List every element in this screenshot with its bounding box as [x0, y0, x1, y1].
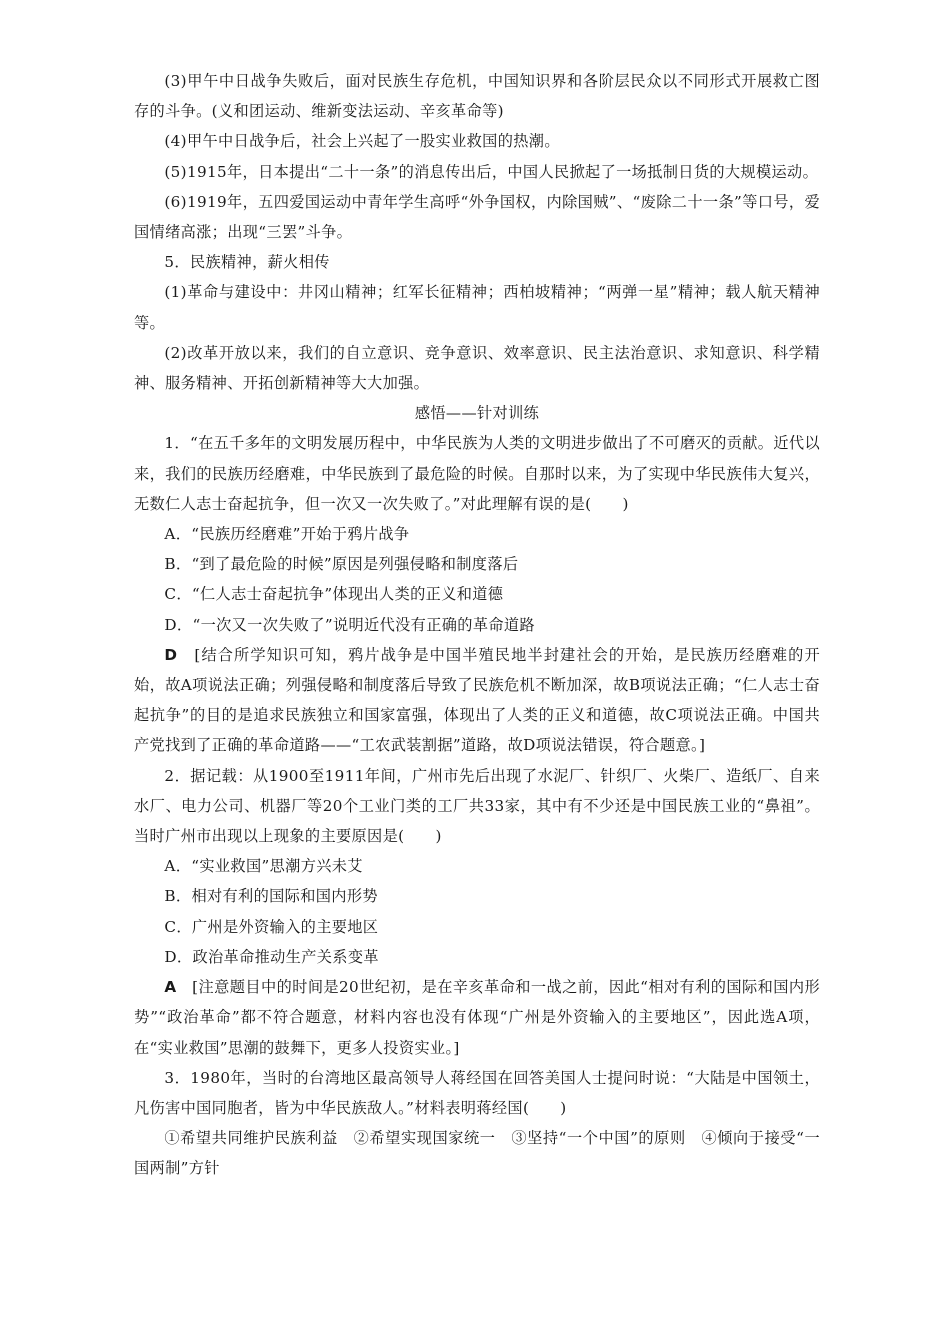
question-1-option-c: C．“仁人志士奋起抗争”体现出人类的正义和道德	[164, 585, 504, 604]
list-item: (5)1915年，日本提出“二十一条”的消息传出后，中国人民掀起了一场抵制日货的大规模运动。	[164, 162, 819, 181]
list-item: (2)改革开放以来，我们的自立意识、竞争意识、效率意识、民主法治意识、求知意识、科学精神、服务精神、开拓创新精神等大大加强。	[134, 343, 820, 393]
question-1-option-d: D．“一次又一次失败了”说明近代没有正确的革命道路	[164, 615, 535, 634]
section-title: 5．民族精神，薪火相传	[164, 253, 330, 272]
question-2-answer	[134, 972, 820, 1063]
answer-explanation: [结合所学知识可知，鸦片战争是中国半殖民地半封建社会的开始，是民族历经磨难的开始，故A项说法正确；列强侵略和制度落后导致了民族危机不断加深，故B项说法正确；“仁人志士奋起抗争”的目的是追求民族独立和国家富强，体现出了人类的正义和道德，故C项说法正确。中国共产党找到了正确的革命道路——“工农武装割据”道路，故D项说法错误，符合题意。]	[134, 645, 820, 755]
list-item: (4)甲午中日战争后，社会上兴起了一股实业救国的热潮。	[164, 132, 560, 151]
question-1-option-b: B．“到了最危险的时候”原因是列强侵略和制度落后	[164, 555, 519, 574]
answer-letter: A	[164, 978, 177, 997]
answer-letter: D	[164, 645, 178, 664]
question-3-choices: ①希望共同维护民族利益 ②希望实现国家统一 ③坚持“一个中国”的原则 ④倾向于接受“一国两制”方针	[134, 1129, 820, 1178]
question-2-option-a: A．“实业救国”思潮方兴未艾	[164, 857, 363, 876]
list-item: (3)甲午中日战争失败后，面对民族生存危机，中国知识界和各阶层民众以不同形式开展救亡图存的斗争。(义和团运动、维新变法运动、辛亥革命等)	[134, 72, 820, 121]
list-item: (6)1919年，五四爱国运动中青年学生高呼“外争国权，内除国贼”、“废除二十一条”等口号，爱国情绪高涨；出现“三罢”斗争。	[134, 192, 820, 242]
question-1-option-a: A．“民族历经磨难”开始于鸦片战争	[164, 525, 410, 544]
question-1-stem: 1．“在五千多年的文明发展历程中，中华民族为人类的文明进步做出了不可磨灭的贡献。近代以来，我们的民族历经磨难，中华民族到了最危险的时候。自那时以来，为了实现中华民族伟大复兴，无数仁人志士奋起抗争，但一次又一次失败了。”对此理解有误的是( )	[134, 434, 820, 513]
answer-explanation: [注意题目中的时间是20世纪初，是在辛亥革命和一战之前，因此“相对有利的国际和国内形势”“政治革命”都不符合题意，材料内容也没有体现“广州是外资输入的主要地区”，因此选A项，在“实业救国”思潮的鼓舞下，更多人投资实业。]	[134, 978, 820, 1057]
question-2-stem: 2．据记载：从1900至1911年间，广州市先后出现了水泥厂、针织厂、火柴厂、造纸厂、自来水厂、电力公司、机器厂等20个工业门类的工厂共33家，其中有不少还是中国民族工业的“鼻祖”。当时广州市出现以上现象的主要原因是( )	[134, 766, 820, 846]
question-1-answer	[134, 640, 820, 761]
question-2-option-d: D．政治革命推动生产关系变革	[164, 947, 379, 966]
question-3-stem: 3．1980年，当时的台湾地区最高领导人蒋经国在回答美国人士提问时说：“大陆是中国领土，凡伤害中国同胞者，皆为中华民族敌人。”材料表明蒋经国( )	[134, 1068, 820, 1117]
question-2-option-c: C．广州是外资输入的主要地区	[164, 917, 379, 936]
training-heading: 感悟——针对训练	[414, 404, 540, 423]
question-2-option-b: B．相对有利的国际和国内形势	[164, 887, 378, 906]
document-page	[134, 66, 820, 1184]
list-item: (1)革命与建设中：井冈山精神；红军长征精神；西柏坡精神；“两弹一星”精神；载人航天精神等。	[134, 283, 820, 332]
